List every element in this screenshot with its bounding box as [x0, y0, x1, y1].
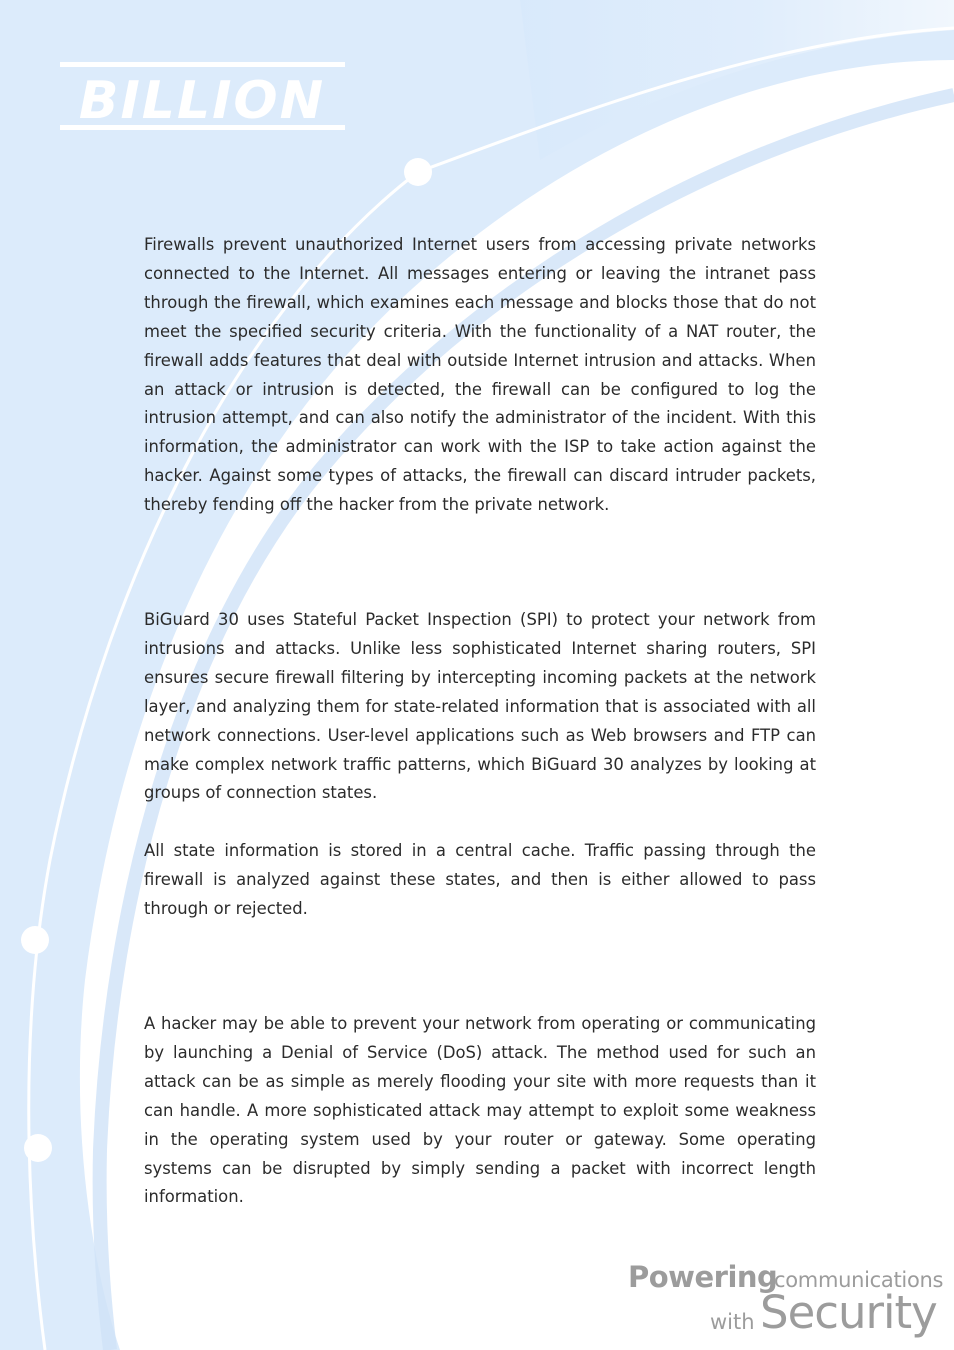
tagline-with: with	[710, 1310, 755, 1334]
billion-logo	[60, 62, 345, 134]
paragraph-dos: A hacker may be able to prevent your network from operating or communicating by launching a Denial of Service (DoS) attack. The method used for such an attack can be as simple as merely flooding your site with more requests than it can handle. A more sophisticated attack may attempt to exploit some weakness in the operating system used by your router or gateway. Some operating systems can be disrupted by simply sending a packet with incorrect length information.	[144, 1014, 816, 1207]
logo-text: BILLION	[78, 71, 326, 131]
paragraph-firewall-intro: Firewalls prevent unauthorized Internet users from accessing private networks connected to the Internet. All messages entering or leaving the intranet pass through the firewall, which examines each message and blocks those that do not meet the specified security criteria. With the functionality of a NAT router, the firewall adds features that deal with outside Internet intrusion and attacks. When an attack or intrusion is detected, the firewall can be configured to log the intrusion attempt, and can also notify the administrator of the incident. With this information, the administrator can work with the ISP to take action against the hacker. Against some types of attacks, the firewall can discard intruder packets, thereby fending off the hacker from the private network.	[144, 235, 816, 515]
paragraph-spi: BiGuard 30 uses Stateful Packet Inspection (SPI) to protect your network from intrusions and attacks. Unlike less sophisticated Internet sharing routers, SPI ensures secure firewall filtering by intercepting incoming packets at the network layer, and analyzing them for state-related information that is associated with all network connections. User-level applications such as Web browsers and FTP can make complex network traffic patterns, which BiGuard 30 analyzes by looking at groups of connection states.	[144, 610, 816, 803]
tagline	[628, 1256, 948, 1346]
tagline-communications: communications	[774, 1268, 944, 1292]
paragraph-state-cache: All state information is stored in a central cache. Traffic passing through the firewall is analyzed against these states, and then is either allowed to pass through or rejected.	[144, 841, 816, 918]
tagline-powering: Powering	[628, 1260, 778, 1294]
tagline-security: Security	[760, 1286, 937, 1339]
